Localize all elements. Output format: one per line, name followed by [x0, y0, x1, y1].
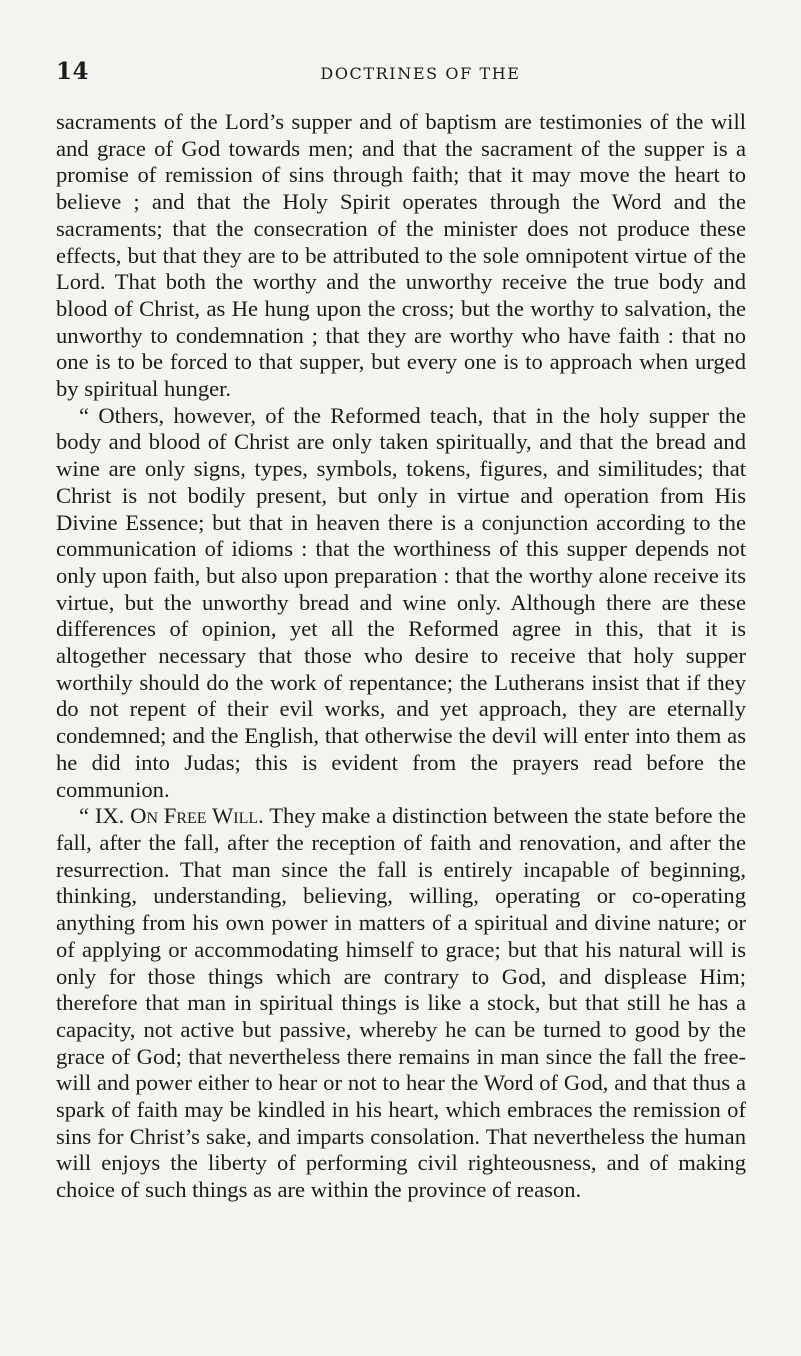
paragraph-3	[56, 803, 746, 1204]
paragraph-3-text: They make a distinction between the state before the fall, after the fall, after the reception of faith and renovation, and after the resurrection. That man since the fall is entirely incapable of beginning, thinking, understanding, believing, willing, operating or co-operating anything from his own power in matters of a spiritual and divine nature; or of applying or accommodating himself to grace; but that his natural will is only for those things which are contrary to God, and displease Him; therefore that man in spiritual things is like a stock, but that still he has a capacity, not active but passive, whereby he can be turned to good by the grace of God; that nevertheless there remains in man since the fall the free-will and power either to hear or not to hear the Word of God, and that thus a spark of faith may be kindled in his heart, which embraces the remission of sins for Christ’s sake, and imparts consolation. That nevertheless the human will enjoys the liberty of performing civil righteousness, and of making choice of such things as are within the province of reason.	[56, 803, 746, 1203]
section-heading-free-will: “ IX. On Free Will.	[79, 803, 264, 829]
page-header	[56, 58, 745, 88]
page-number: 14	[56, 58, 90, 85]
body-text	[56, 109, 746, 1204]
paragraph-2: “ Others, however, of the Reformed teach, that in the holy supper the body and blood of Christ are only taken spiritually, and that the bread and wine are only signs, types, symbols, tokens, figures, and similitudes; that Christ is not bodily present, but only in virtue and operation from His Divine Essence; but that in heaven there is a conjunction according to the communication of idioms : that the worthiness of this supper depends not only upon faith, but also upon preparation : that the worthy alone receive its virtue, but the unworthy bread and wine only. Although there are these differences of opinion, yet all the Reformed agree in this, that it is altogether necessary that those who desire to receive that holy supper worthily should do the work of repentance; the Lutherans insist that if they do not repent of their evil works, and yet approach, they are eternally condemned; and the English, that otherwise the devil will enter into them as he did into Judas; this is evident from the prayers read before the communion.	[56, 402, 746, 802]
paragraph-1: sacraments of the Lord’s supper and of baptism are testimonies of the will and grace of God towards men; and that the sacrament of the supper is a promise of remission of sins through faith; that it may move the heart to believe ; and that the Holy Spirit operates through the Word and the sacraments; that the consecration of the minister does not produce these effects, but that they are to be attributed to the sole omnipotent virtue of the Lord. That both the worthy and the unworthy receive the true body and blood of Christ, as He hung upon the cross; but the worthy to salvation, the unworthy to condemnation ; that they are worthy who have faith : that no one is to be forced to that supper, but every one is to approach when urged by spiritual hunger.	[56, 109, 746, 402]
running-head: DOCTRINES OF THE	[320, 64, 521, 83]
